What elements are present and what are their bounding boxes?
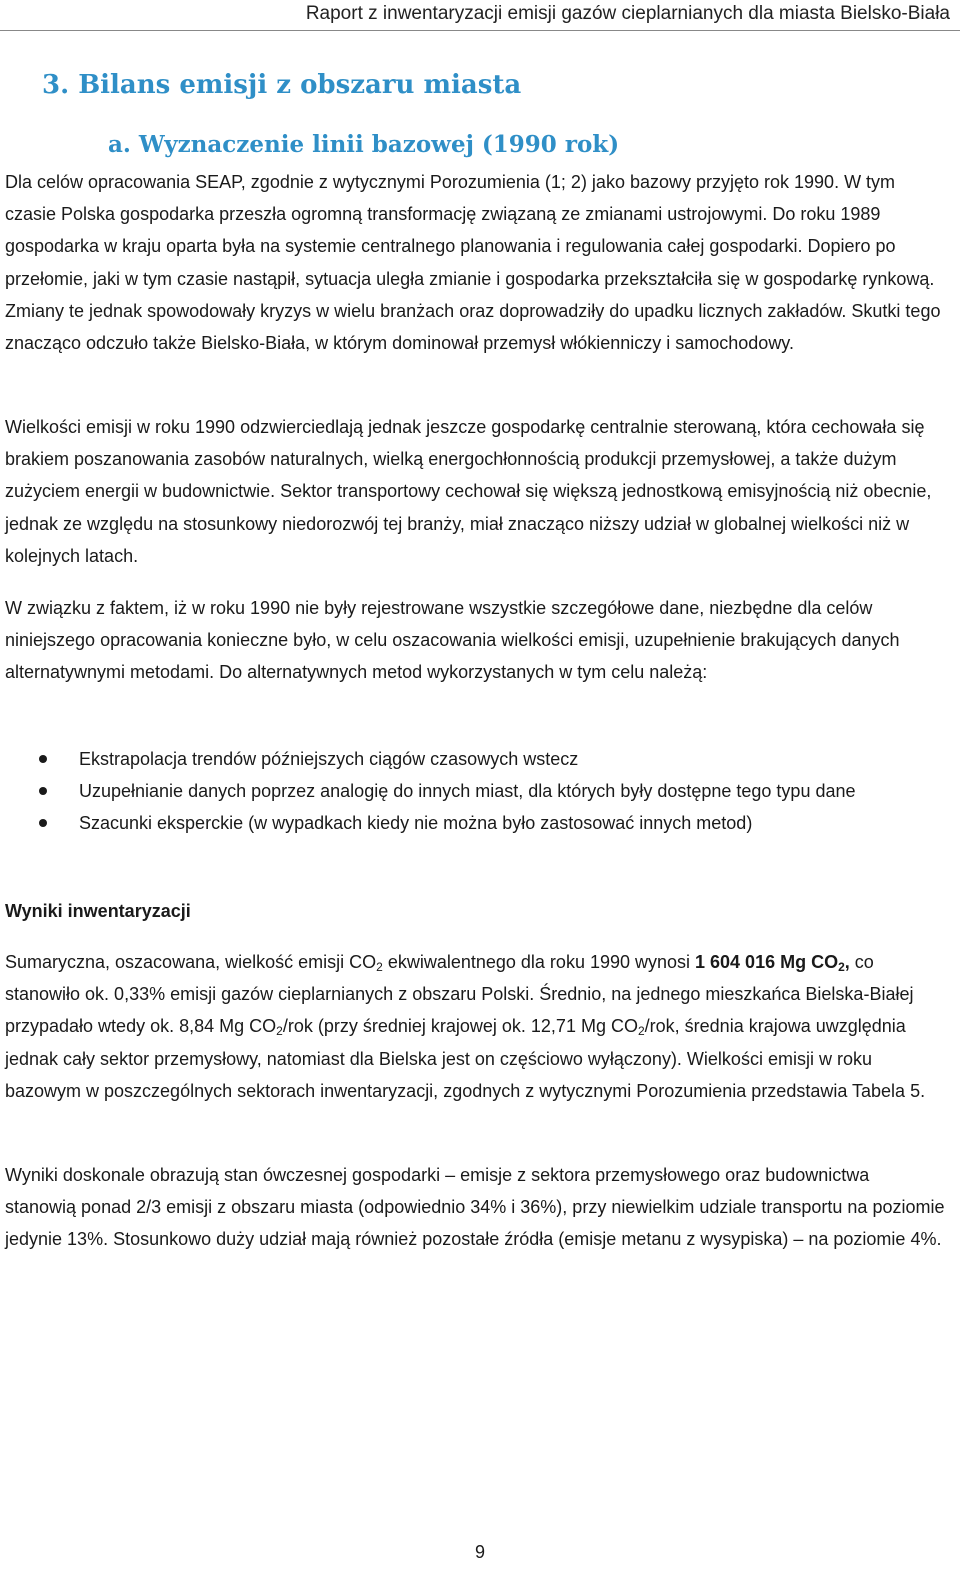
co2-subscript: 2 bbox=[637, 1024, 645, 1039]
subsection-heading: a. Wyznaczenie linii bazowej (1990 rok) bbox=[108, 131, 620, 158]
results-text-4: /rok (przy średniej krajowej ok. 12,71 Mg CO bbox=[282, 1016, 638, 1037]
co2-subscript: 2 bbox=[376, 960, 383, 974]
bullet-icon bbox=[39, 819, 47, 827]
results-text-5: /rok, średnia krajowa uwzględnia jednak cały sektor przemysłowy, natomiast dla Bielska jest on częściowo wyłączony). Wielkości emisji w roku bazowym w poszczególnych sektorach inwentaryzacji, zgodnych z wytycznymi Porozumienia przedstawia Tabela 5. bbox=[5, 1016, 926, 1101]
results-heading: Wyniki inwentaryzacji bbox=[5, 901, 191, 921]
page-header bbox=[0, 0, 960, 30]
list-item bbox=[5, 775, 945, 807]
methods-list bbox=[5, 743, 945, 840]
header-title: Raport z inwentaryzacji emisji gazów cieplarnianych dla miasta Bielsko-Biała bbox=[305, 3, 950, 24]
paragraph-results-summary bbox=[5, 946, 945, 1107]
list-item-text: Uzupełnianie danych poprzez analogię do innych miast, dla których były dostępne tego typu dane bbox=[79, 781, 856, 802]
co2-subscript: 2 bbox=[838, 960, 845, 974]
total-emission-value bbox=[695, 952, 850, 972]
co2-subscript: 2 bbox=[276, 1024, 283, 1039]
list-item-text: Ekstrapolacja trendów późniejszych ciągów czasowych wstecz bbox=[79, 749, 579, 769]
total-emission-comma: , bbox=[844, 952, 850, 972]
paragraph-baseline-intro: Dla celów opracowania SEAP, zgodnie z wytycznymi Porozumienia (1; 2) jako bazowy przyjęto rok 1990. W tym czasie Polska gospodarka przeszła ogromną transformację związaną ze zmianami ustrojowymi. Do roku 1989 gospodarka w kraju oparta była na systemie centralnego planowania i regulowania całej gospodarki. Dopiero po przełomie, jaki w tym czasie nastąpił, sytuacja uległa zmianie i gospodarka przekształciła się w gospodarkę rynkową. Zmiany te jednak spowodowały kryzys w wielu branżach oraz doprowadziły do upadku licznych zakładów. Skutki tego znacząco odczuło także Bielsko-Biała, w którym dominował przemysł włókienniczy i samochodowy. bbox=[5, 172, 941, 354]
paragraph-emissions-1990: Wielkości emisji w roku 1990 odzwierciedlają jednak jeszcze gospodarkę centralnie sterowaną, która cechowała się brakiem poszanowania zasobów naturalnych, wielką energochłonnością produkcji przemysłowej, a także dużym zużyciem energii w budownictwie. Sektor transportowy cechował się większą jednostkową emisyjnością niż obecnie, jednak ze względu na stosunkowy niedorozwój tej branży, miał znacząco niższy udział w globalnej wielkości niż w kolejnych latach. bbox=[5, 417, 932, 566]
list-item bbox=[5, 743, 945, 775]
bullet-icon bbox=[39, 755, 47, 763]
paragraph-missing-data: W związku z faktem, iż w roku 1990 nie były rejestrowane wszystkie szczegółowe dane, niezbędne dla celów niniejszego opracowania konieczne było, w celu oszacowania wielkości emisji, uzupełnienie brakujących danych alternatywnymi metodami. Do alternatywnych metod wykorzystanych w tym celu należą: bbox=[5, 598, 900, 683]
bullet-icon bbox=[39, 787, 47, 795]
page-number: 9 bbox=[474, 1542, 485, 1562]
list-item-text: Szacunki eksperckie (w wypadkach kiedy nie można było zastosować innych metod) bbox=[79, 813, 753, 834]
list-item bbox=[5, 807, 945, 839]
results-text-3: co stanowiło ok. 0,33% emisji gazów cieplarnianych z obszaru Polski. Średnio, na jednego mieszkańca Bielska-Białej przypadało wtedy ok. 8,84 Mg CO bbox=[5, 952, 914, 1037]
results-text-1: Sumaryczna, oszacowana, wielkość emisji CO bbox=[5, 952, 377, 972]
total-emission-number: 1 604 016 Mg CO bbox=[695, 952, 839, 972]
header-divider bbox=[0, 30, 960, 31]
section-heading: 3. Bilans emisji z obszaru miasta bbox=[42, 70, 522, 100]
paragraph-results-interpretation: Wyniki doskonale obrazują stan ówczesnej gospodarki – emisje z sektora przemysłowego oraz budownictwa stanowią ponad 2/3 emisji z obszaru miasta (odpowiednio 34% i 36%), przy niewielkim udziale transportu na poziomie jedynie 13%. Stosunkowo duży udział mają również pozostałe źródła (emisje metanu z wysypiska) – na poziomie 4%. bbox=[5, 1165, 945, 1250]
results-text-2: ekwiwalentnego dla roku 1990 wynosi bbox=[382, 952, 696, 972]
